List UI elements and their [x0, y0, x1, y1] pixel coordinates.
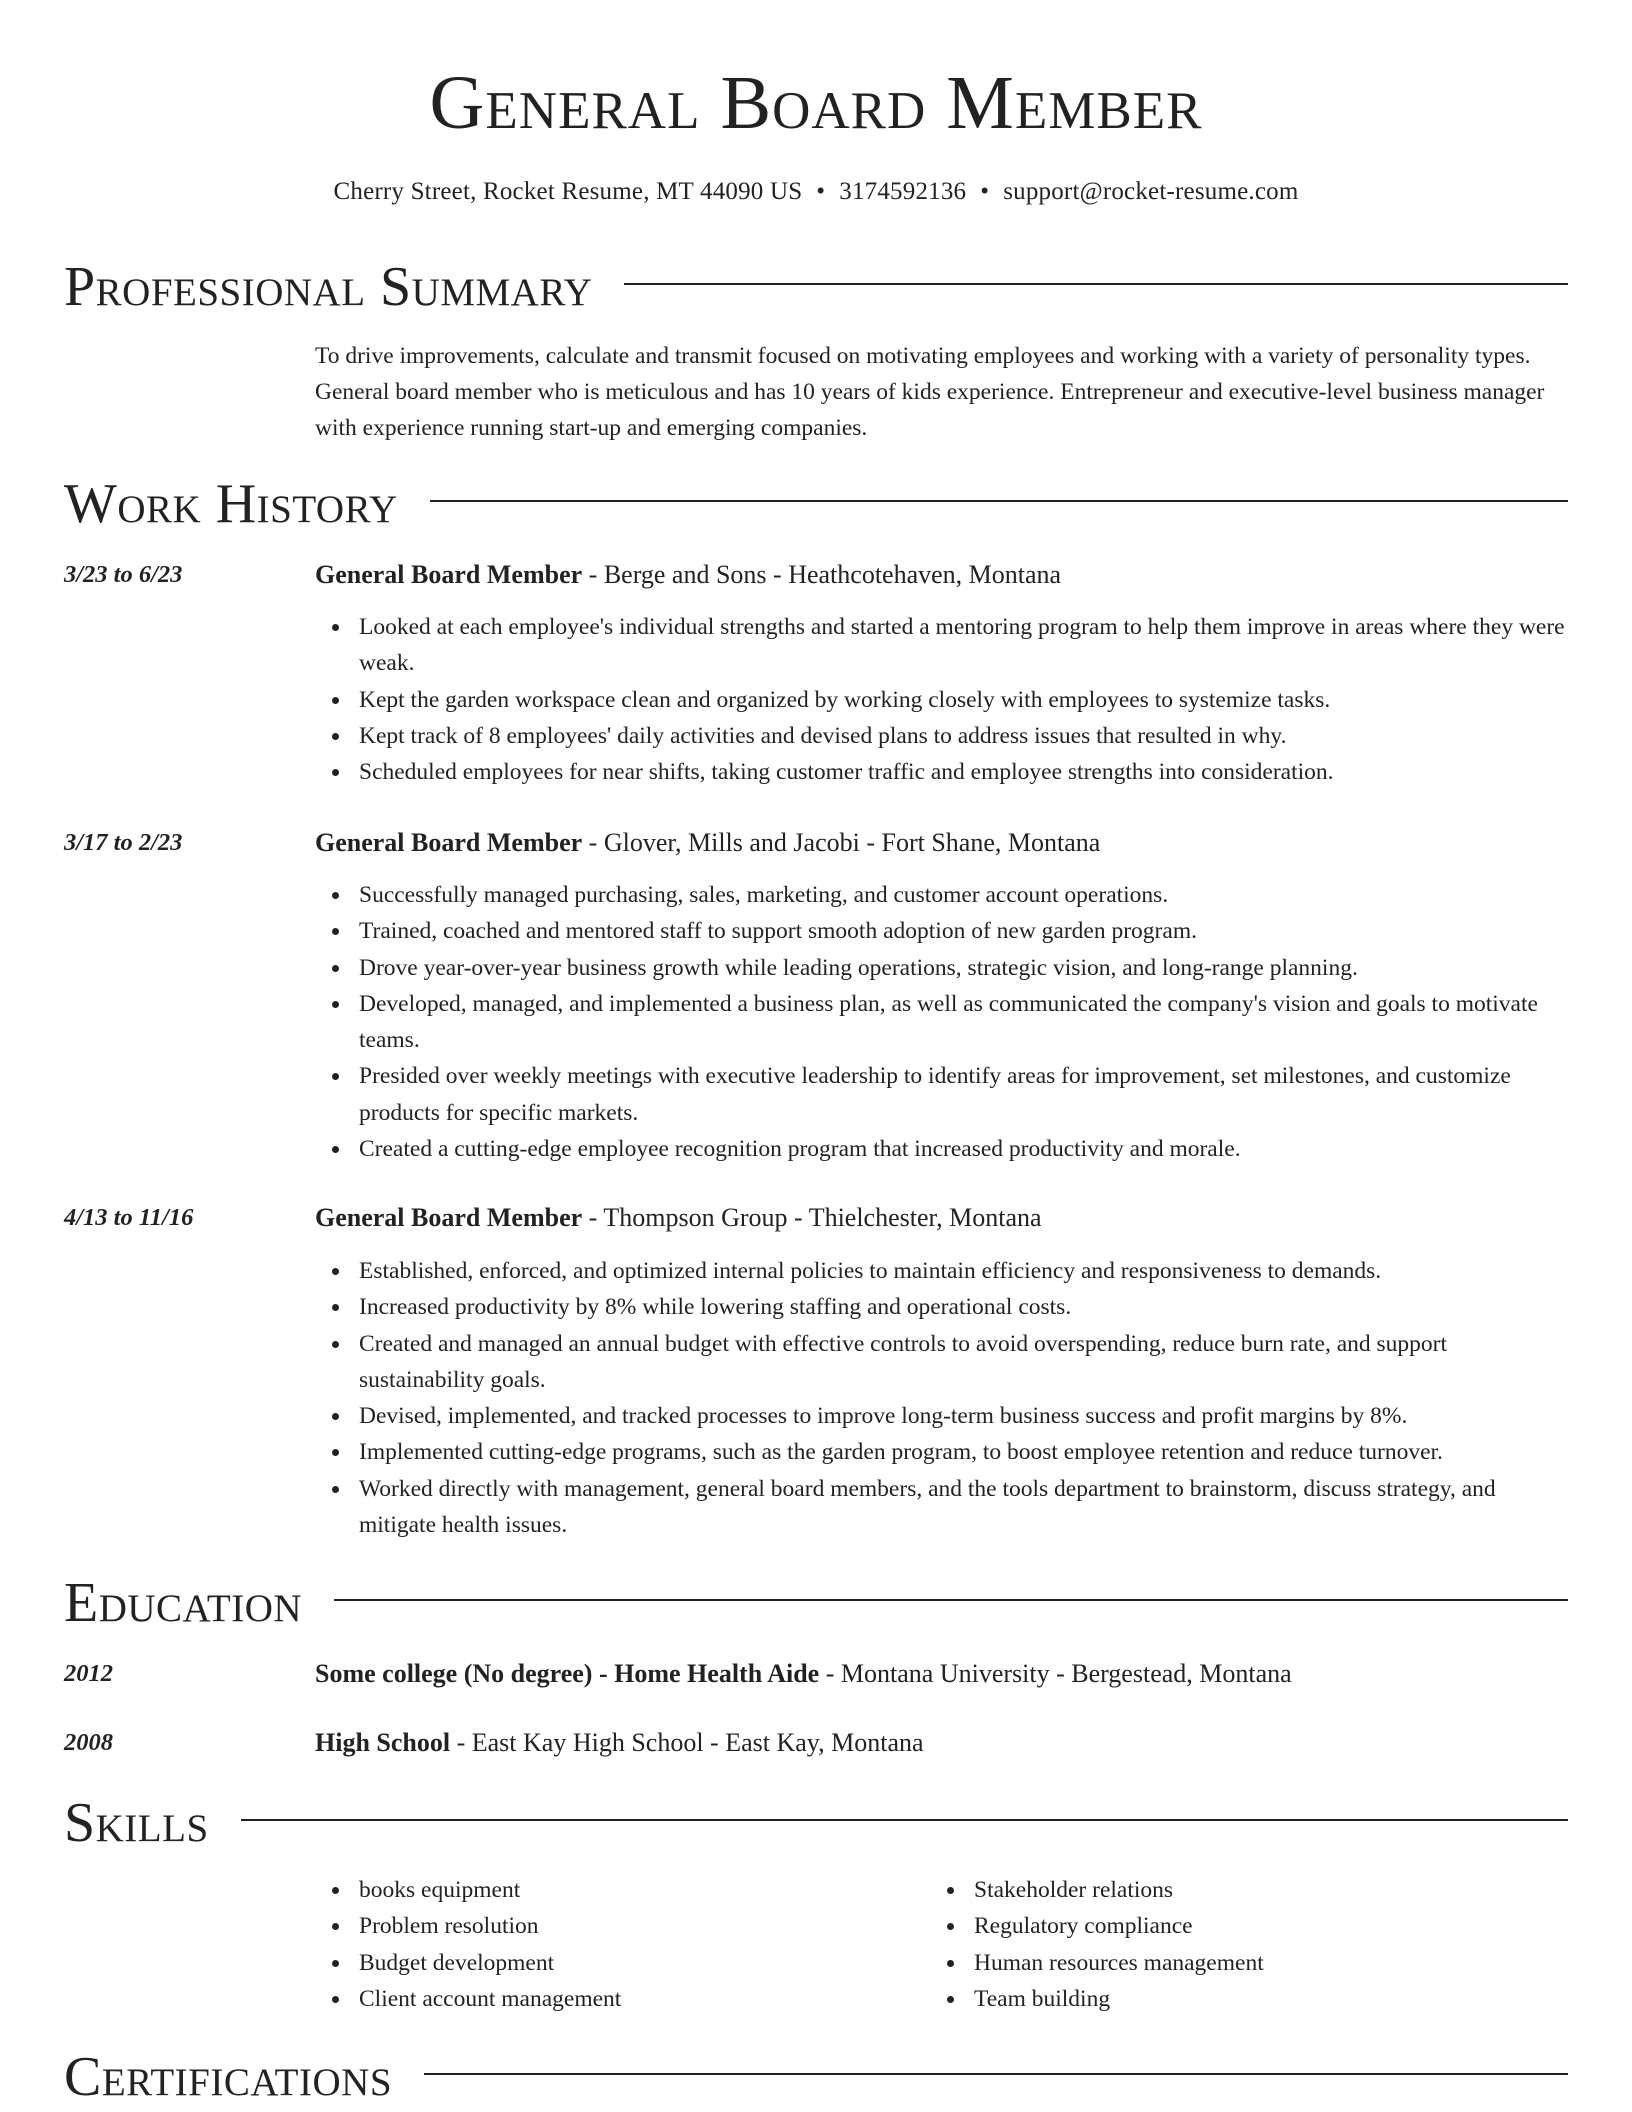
list-item: Developed, managed, and implemented a business plan, as well as communicated the company's vision and goals to motivate teams. [359, 986, 1568, 1059]
job-bullets [315, 1253, 1568, 1543]
section-title: Education [64, 1572, 303, 1634]
phone: 3174592136 [839, 178, 967, 205]
job-title-line [315, 1200, 1042, 1236]
skills-list-right [930, 1872, 1264, 2017]
section-rule [624, 283, 1568, 285]
section-header-work-history [64, 469, 1568, 539]
skill-item: Client account management [359, 1981, 621, 2017]
skill-item: Budget development [359, 1945, 621, 1981]
list-item: Devised, implemented, and tracked processes to improve long-term business success and profit margins by 8%. [359, 1398, 1568, 1434]
list-item: Created and managed an annual budget with effective controls to avoid overspending, reduce burn rate, and support sustainability goals. [359, 1326, 1568, 1399]
summary-text: To drive improvements, calculate and transmit focused on motivating employees and working with a variety of personality types. General board member who is meticulous and has 10 years of kids experience. Entrepreneur and executive-level business manager with experience running start-up and emerging companies. [315, 343, 1545, 441]
job-title: General Board Member [315, 560, 583, 589]
education-degree: Some college (No degree) - Home Health Aide [315, 1659, 820, 1688]
job-date: 3/17 to 2/23 [64, 829, 183, 856]
section-title: Certifications [64, 2046, 393, 2108]
list-item: Established, enforced, and optimized internal policies to maintain efficiency and responsiveness to demands. [359, 1253, 1568, 1289]
skill-item: Stakeholder relations [974, 1872, 1264, 1908]
section-header-skills [64, 1788, 1568, 1858]
education-details: - East Kay High School - East Kay, Montana [450, 1728, 924, 1757]
section-header-summary [64, 252, 1568, 322]
skill-item: Human resources management [974, 1945, 1264, 1981]
job-bullets [315, 609, 1568, 790]
list-item: Scheduled employees for near shifts, taking customer traffic and employee strengths into consideration. [359, 754, 1568, 790]
education-entry [64, 1656, 1568, 1692]
job-title-line [315, 557, 1061, 593]
email: support@rocket-resume.com [1003, 178, 1299, 205]
section-rule [241, 1819, 1568, 1821]
list-item: Trained, coached and mentored staff to support smooth adoption of new garden program. [359, 913, 1568, 949]
education-details: - Montana University - Bergestead, Montana [819, 1659, 1292, 1688]
job-title-line [315, 825, 1100, 861]
skill-item: Problem resolution [359, 1908, 621, 1944]
section-title: Professional Summary [64, 256, 593, 318]
section-title: Skills [64, 1792, 209, 1854]
list-item: Kept the garden workspace clean and organized by working closely with employees to systemize tasks. [359, 682, 1568, 718]
job-bullets [315, 877, 1568, 1167]
job-details: - Thompson Group - Thielchester, Montana [582, 1203, 1042, 1232]
job-details: - Glover, Mills and Jacobi - Fort Shane, Montana [582, 828, 1101, 857]
skill-item: books equipment [359, 1872, 621, 1908]
skill-item: Team building [974, 1981, 1264, 2017]
job-date: 4/13 to 11/16 [64, 1204, 194, 1231]
address: Cherry Street, Rocket Resume, MT 44090 US [333, 178, 803, 205]
list-item: Looked at each employee's individual strengths and started a mentoring program to help them improve in areas where they were weak. [359, 609, 1568, 682]
list-item: Created a cutting-edge employee recognition program that increased productivity and morale. [359, 1131, 1568, 1167]
education-date: 2008 [64, 1729, 113, 1756]
skills-list-left [315, 1872, 621, 2017]
education-degree: High School [315, 1728, 451, 1757]
candidate-name: General Board Member [429, 61, 1203, 145]
separator: • [816, 178, 826, 205]
job-title: General Board Member [315, 1203, 583, 1232]
job-date: 3/23 to 6/23 [64, 561, 183, 588]
list-item: Presided over weekly meetings with executive leadership to identify areas for improvement, set milestones, and customize products for specific markets. [359, 1058, 1568, 1131]
section-rule [334, 1599, 1568, 1601]
education-entry [64, 1725, 1568, 1761]
list-item: Implemented cutting-edge programs, such as the garden program, to boost employee retention and reduce turnover. [359, 1434, 1568, 1470]
job-details: - Berge and Sons - Heathcotehaven, Montana [582, 560, 1062, 589]
section-rule [430, 500, 1568, 502]
list-item: Increased productivity by 8% while lowering staffing and operational costs. [359, 1289, 1568, 1325]
education-line [315, 1656, 1292, 1692]
section-header-education [64, 1568, 1568, 1638]
list-item: Drove year-over-year business growth while leading operations, strategic vision, and long-range planning. [359, 950, 1568, 986]
section-title: Work History [64, 473, 398, 535]
list-item: Successfully managed purchasing, sales, marketing, and customer account operations. [359, 877, 1568, 913]
section-header-certifications [64, 2042, 1568, 2112]
list-item: Kept track of 8 employees' daily activities and devised plans to address issues that resulted in why. [359, 718, 1568, 754]
list-item: Worked directly with management, general board members, and the tools department to brainstorm, discuss strategy, and mitigate health issues. [359, 1471, 1568, 1544]
contact-line [0, 175, 1632, 209]
job-title: General Board Member [315, 828, 583, 857]
separator: • [980, 178, 990, 205]
education-line [315, 1725, 924, 1761]
section-rule [424, 2073, 1568, 2075]
education-date: 2012 [64, 1660, 113, 1687]
skill-item: Regulatory compliance [974, 1908, 1264, 1944]
